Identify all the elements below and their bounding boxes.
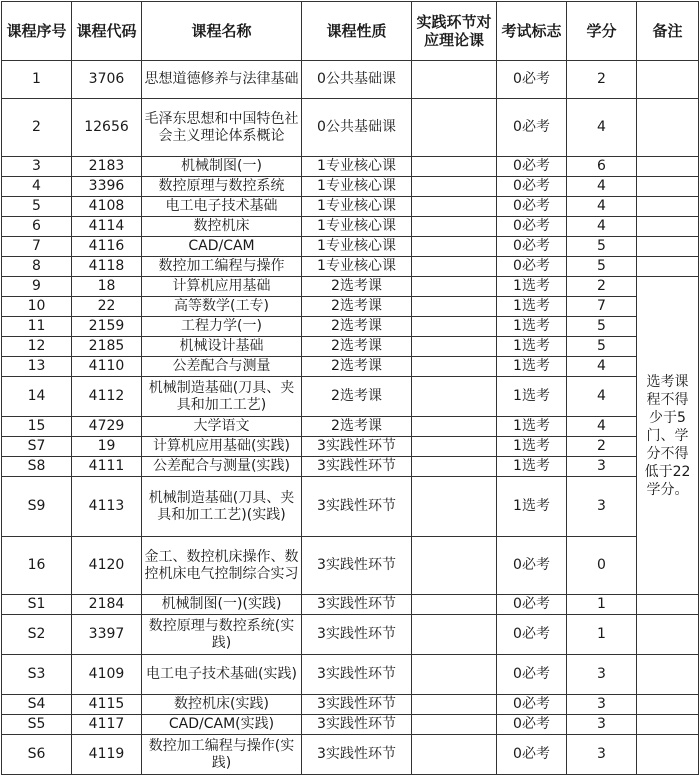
table-row: [2, 277, 699, 297]
cell-code: 4120: [72, 537, 142, 595]
cell-credit: 5: [567, 317, 637, 337]
cell-code: 2184: [72, 595, 142, 615]
cell-seq: S5: [2, 715, 72, 735]
cell-theory: [412, 437, 497, 457]
cell-nature: 1专业核心课: [302, 237, 412, 257]
cell-code: 3397: [72, 615, 142, 655]
cell-code: 12656: [72, 99, 142, 157]
cell-exam: 0必考: [497, 715, 567, 735]
table-row: [2, 655, 699, 695]
table-row: [2, 177, 699, 197]
cell-code: 4119: [72, 735, 142, 775]
cell-theory: [412, 417, 497, 437]
cell-theory: [412, 615, 497, 655]
cell-remark: [637, 61, 699, 99]
cell-exam: 1选考: [497, 437, 567, 457]
cell-name: 计算机应用基础(实践): [142, 437, 302, 457]
cell-code: 4729: [72, 417, 142, 437]
cell-theory: [412, 257, 497, 277]
cell-exam: 0必考: [497, 197, 567, 217]
cell-name: 数控原理与数控系统: [142, 177, 302, 197]
table-row: [2, 157, 699, 177]
cell-credit: 1: [567, 595, 637, 615]
cell-name: 机械制造基础(刀具、夹具和加工工艺)(实践): [142, 477, 302, 537]
cell-seq: 16: [2, 537, 72, 595]
cell-seq: 5: [2, 197, 72, 217]
table-row: [2, 377, 699, 417]
cell-name: 电工电子技术基础(实践): [142, 655, 302, 695]
table-row: [2, 457, 699, 477]
cell-credit: 4: [567, 177, 637, 197]
cell-seq: S9: [2, 477, 72, 537]
cell-credit: 5: [567, 337, 637, 357]
cell-seq: 1: [2, 61, 72, 99]
cell-exam: 1选考: [497, 297, 567, 317]
header-name: 课程名称: [142, 2, 302, 61]
cell-exam: 0必考: [497, 615, 567, 655]
cell-name: 机械制造基础(刀具、夹具和加工工艺): [142, 377, 302, 417]
table-row: [2, 735, 699, 775]
cell-nature: 1专业核心课: [302, 257, 412, 277]
cell-seq: 12: [2, 337, 72, 357]
cell-exam: 1选考: [497, 277, 567, 297]
cell-remark: [637, 695, 699, 715]
cell-name: 电工电子技术基础: [142, 197, 302, 217]
cell-name: 机械制图(一): [142, 157, 302, 177]
cell-code: 2183: [72, 157, 142, 177]
cell-theory: [412, 337, 497, 357]
cell-seq: 3: [2, 157, 72, 177]
table-row: [2, 695, 699, 715]
cell-exam: 1选考: [497, 477, 567, 537]
course-table: [1, 1, 699, 775]
cell-nature: 3实践性环节: [302, 715, 412, 735]
cell-credit: 4: [567, 377, 637, 417]
cell-credit: 4: [567, 197, 637, 217]
cell-name: 机械制图(一)(实践): [142, 595, 302, 615]
header-exam: 考试标志: [497, 2, 567, 61]
cell-credit: 3: [567, 457, 637, 477]
cell-nature: 3实践性环节: [302, 457, 412, 477]
table-row: [2, 99, 699, 157]
cell-exam: 0必考: [497, 99, 567, 157]
table-row: [2, 595, 699, 615]
cell-code: 22: [72, 297, 142, 317]
header-remark: 备注: [637, 2, 699, 61]
cell-credit: 3: [567, 655, 637, 695]
cell-code: 4108: [72, 197, 142, 217]
cell-nature: 3实践性环节: [302, 735, 412, 775]
cell-theory: [412, 457, 497, 477]
cell-exam: 1选考: [497, 457, 567, 477]
cell-name: 公差配合与测量(实践): [142, 457, 302, 477]
header-theory: 实践环节对应理论课: [412, 2, 497, 61]
cell-nature: 1专业核心课: [302, 157, 412, 177]
cell-seq: 11: [2, 317, 72, 337]
table-row: [2, 297, 699, 317]
cell-credit: 3: [567, 715, 637, 735]
cell-theory: [412, 157, 497, 177]
cell-exam: 0必考: [497, 61, 567, 99]
cell-nature: 2选考课: [302, 317, 412, 337]
table-row: [2, 417, 699, 437]
cell-theory: [412, 477, 497, 537]
cell-theory: [412, 357, 497, 377]
cell-name: 大学语文: [142, 417, 302, 437]
table-row: [2, 237, 699, 257]
table-row: [2, 257, 699, 277]
cell-name: CAD/CAM: [142, 237, 302, 257]
cell-code: 4112: [72, 377, 142, 417]
cell-exam: 0必考: [497, 735, 567, 775]
cell-credit: 2: [567, 61, 637, 99]
cell-seq: S2: [2, 615, 72, 655]
cell-code: 4116: [72, 237, 142, 257]
cell-seq: S4: [2, 695, 72, 715]
cell-code: 4117: [72, 715, 142, 735]
cell-name: 公差配合与测量: [142, 357, 302, 377]
cell-credit: 4: [567, 417, 637, 437]
cell-remark: [637, 197, 699, 217]
cell-name: 机械设计基础: [142, 337, 302, 357]
table-row: [2, 337, 699, 357]
cell-code: 19: [72, 437, 142, 457]
cell-remark: [637, 615, 699, 655]
cell-credit: 5: [567, 237, 637, 257]
cell-name: CAD/CAM(实践): [142, 715, 302, 735]
cell-name: 工程力学(一): [142, 317, 302, 337]
cell-exam: 1选考: [497, 357, 567, 377]
cell-code: 2159: [72, 317, 142, 337]
cell-theory: [412, 237, 497, 257]
cell-nature: 3实践性环节: [302, 595, 412, 615]
cell-code: 4118: [72, 257, 142, 277]
cell-name: 高等数学(工专): [142, 297, 302, 317]
cell-credit: 2: [567, 437, 637, 457]
cell-seq: S8: [2, 457, 72, 477]
cell-exam: 0必考: [497, 177, 567, 197]
cell-code: 4111: [72, 457, 142, 477]
cell-exam: 0必考: [497, 595, 567, 615]
cell-code: 4110: [72, 357, 142, 377]
cell-theory: [412, 197, 497, 217]
cell-name: 计算机应用基础: [142, 277, 302, 297]
cell-credit: 3: [567, 477, 637, 537]
header-nature: 课程性质: [302, 2, 412, 61]
cell-seq: 8: [2, 257, 72, 277]
cell-seq: S3: [2, 655, 72, 695]
cell-nature: 2选考课: [302, 297, 412, 317]
cell-code: 4115: [72, 695, 142, 715]
cell-nature: 3实践性环节: [302, 615, 412, 655]
cell-exam: 0必考: [497, 537, 567, 595]
cell-theory: [412, 99, 497, 157]
cell-exam: 0必考: [497, 655, 567, 695]
cell-nature: 2选考课: [302, 277, 412, 297]
cell-credit: 4: [567, 357, 637, 377]
cell-seq: 7: [2, 237, 72, 257]
table-row: [2, 615, 699, 655]
cell-credit: 2: [567, 277, 637, 297]
cell-seq: 9: [2, 277, 72, 297]
cell-theory: [412, 715, 497, 735]
cell-seq: 14: [2, 377, 72, 417]
cell-remark: [637, 735, 699, 775]
cell-code: 3396: [72, 177, 142, 197]
cell-remark: [637, 715, 699, 735]
cell-seq: 15: [2, 417, 72, 437]
cell-credit: 5: [567, 257, 637, 277]
cell-exam: 0必考: [497, 217, 567, 237]
table-row: [2, 715, 699, 735]
cell-theory: [412, 537, 497, 595]
cell-nature: 0公共基础课: [302, 61, 412, 99]
cell-seq: 10: [2, 297, 72, 317]
cell-name: 数控原理与数控系统(实践): [142, 615, 302, 655]
cell-name: 思想道德修养与法律基础: [142, 61, 302, 99]
table-row: [2, 317, 699, 337]
cell-credit: 4: [567, 99, 637, 157]
cell-theory: [412, 277, 497, 297]
cell-theory: [412, 217, 497, 237]
table-row: [2, 217, 699, 237]
cell-nature: 3实践性环节: [302, 695, 412, 715]
cell-name: 数控加工编程与操作(实践): [142, 735, 302, 775]
cell-exam: 1选考: [497, 417, 567, 437]
cell-nature: 3实践性环节: [302, 477, 412, 537]
cell-code: 4114: [72, 217, 142, 237]
cell-exam: 0必考: [497, 157, 567, 177]
cell-credit: 6: [567, 157, 637, 177]
cell-nature: 1专业核心课: [302, 217, 412, 237]
cell-remark: [637, 157, 699, 177]
cell-theory: [412, 317, 497, 337]
cell-nature: 2选考课: [302, 357, 412, 377]
cell-seq: 2: [2, 99, 72, 157]
cell-theory: [412, 297, 497, 317]
cell-theory: [412, 177, 497, 197]
cell-name: 金工、数控机床操作、数控机床电气控制综合实习: [142, 537, 302, 595]
table-row: [2, 437, 699, 457]
cell-name: 数控机床: [142, 217, 302, 237]
table-row: [2, 537, 699, 595]
cell-nature: 0公共基础课: [302, 99, 412, 157]
cell-nature: 3实践性环节: [302, 655, 412, 695]
cell-nature: 1专业核心课: [302, 197, 412, 217]
table-row: [2, 477, 699, 537]
cell-seq: S6: [2, 735, 72, 775]
cell-remark: [637, 257, 699, 277]
cell-nature: 2选考课: [302, 377, 412, 417]
cell-credit: 3: [567, 695, 637, 715]
cell-name: 数控机床(实践): [142, 695, 302, 715]
cell-nature: 1专业核心课: [302, 177, 412, 197]
cell-exam: 1选考: [497, 317, 567, 337]
cell-name: 毛泽东思想和中国特色社会主义理论体系概论: [142, 99, 302, 157]
cell-remark: [637, 655, 699, 695]
cell-credit: 3: [567, 735, 637, 775]
cell-nature: 3实践性环节: [302, 537, 412, 595]
cell-code: 18: [72, 277, 142, 297]
cell-seq: 6: [2, 217, 72, 237]
header-row: [2, 2, 699, 61]
cell-remark: [637, 217, 699, 237]
cell-credit: 0: [567, 537, 637, 595]
cell-theory: [412, 377, 497, 417]
header-credit: 学分: [567, 2, 637, 61]
cell-theory: [412, 735, 497, 775]
cell-code: 4109: [72, 655, 142, 695]
cell-name: 数控加工编程与操作: [142, 257, 302, 277]
header-code: 课程代码: [72, 2, 142, 61]
cell-exam: 0必考: [497, 695, 567, 715]
cell-nature: 2选考课: [302, 417, 412, 437]
cell-code: 4113: [72, 477, 142, 537]
cell-credit: 1: [567, 615, 637, 655]
cell-theory: [412, 595, 497, 615]
cell-nature: 3实践性环节: [302, 437, 412, 457]
table-row: [2, 61, 699, 99]
cell-exam: 1选考: [497, 337, 567, 357]
cell-theory: [412, 61, 497, 99]
cell-seq: S7: [2, 437, 72, 457]
cell-seq: S1: [2, 595, 72, 615]
cell-exam: 0必考: [497, 237, 567, 257]
table-row: [2, 197, 699, 217]
cell-remark: [637, 177, 699, 197]
cell-code: 3706: [72, 61, 142, 99]
remark-cell: 选考课程不得少于5门、学分不得低于22学分。: [637, 277, 699, 595]
cell-credit: 7: [567, 297, 637, 317]
cell-remark: [637, 595, 699, 615]
table-row: [2, 357, 699, 377]
cell-theory: [412, 655, 497, 695]
header-seq: 课程序号: [2, 2, 72, 61]
cell-seq: 13: [2, 357, 72, 377]
cell-theory: [412, 695, 497, 715]
cell-seq: 4: [2, 177, 72, 197]
cell-exam: 1选考: [497, 377, 567, 417]
cell-exam: 0必考: [497, 257, 567, 277]
cell-nature: 2选考课: [302, 337, 412, 357]
cell-credit: 4: [567, 217, 637, 237]
cell-remark: [637, 99, 699, 157]
cell-code: 2185: [72, 337, 142, 357]
cell-remark: [637, 237, 699, 257]
